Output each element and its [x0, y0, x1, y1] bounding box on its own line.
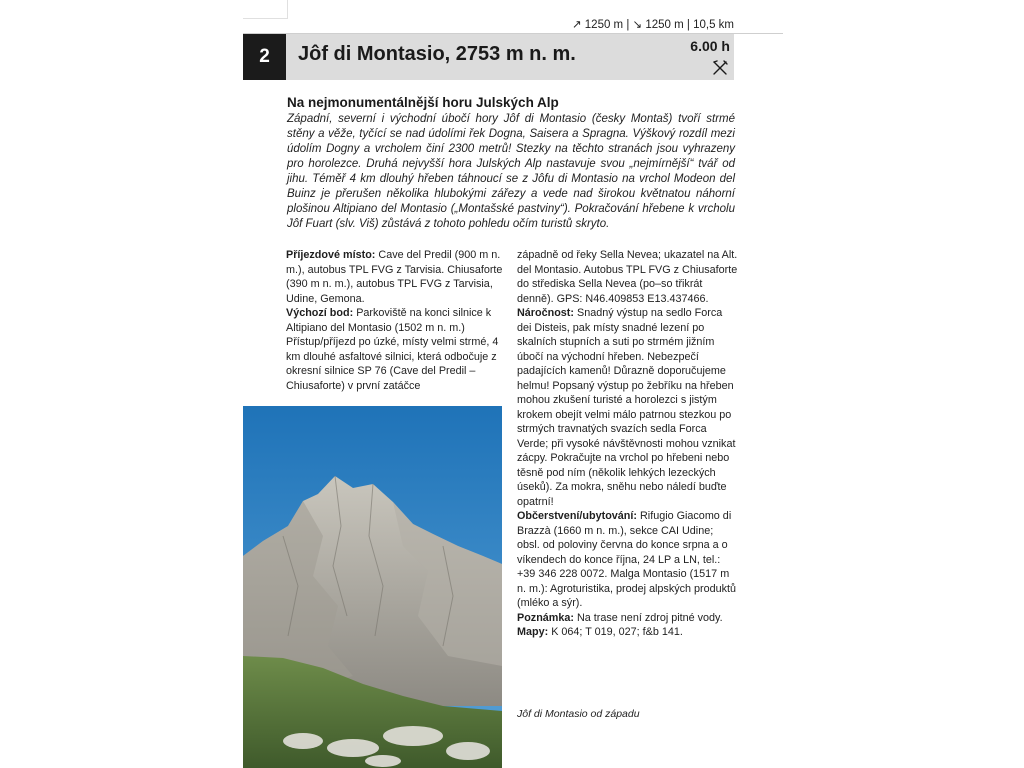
route-stats: ↗ 1250 m | ↘ 1250 m | 10,5 km [571, 19, 734, 31]
start-text-cont: západně od řeky Sella Nevea; ukazatel na Alt. del Montasio. Autobus TPL FVG z Chiusaforte do střediska Sella Nevea (po–so třikrát denně). GPS: N46.409853 E13.437466. [517, 249, 738, 305]
info-column-left [286, 248, 508, 393]
duration: 6.00 h [690, 38, 730, 54]
access-text: Cave del Predil (900 m n. m.), autobus TPL FVG z Tarvisia. Chiusaforte (390 m n. m.), autobus TPL FVG z Tarvisia, Udine, Gemona. [286, 249, 503, 305]
start-label: Výchozí bod: [286, 307, 354, 319]
intro-paragraph [287, 112, 735, 232]
note-label: Poznámka: [517, 611, 574, 624]
start-text: Parkoviště na konci silnice k Altipiano del Montasio (1502 m n. m.) Přístup/příjezd po úzké, místy velmi strmé, 4 km dlouhé asfaltové silnici, která odbočuje z okresní silnice SP 76 (Cave del Predil – Chiusaforte) v první zatáčce [286, 307, 499, 392]
intro-text: Západní, severní i východní úbočí hory Jôf di Montasio (česky Montaš) tvoří strmé stěny a věže, tyčící se nad údolími řek Dogna, Saisera a Spragna. Výškový rozdíl mezi údolím Dogny a vrcholem činí 2300 metrů! Stezky na těchto stranách jsou vyhrazeny pro horolezce. Druhá nejvyšší hora Julských Alp nastavuje svou „nejmírnější“ tvář od jihu. Téměř 4 km dlouhý hřeben táhnoucí se z Jôfu di Montasio na vrchol Modeon del Buinz je přerušen několika hlubokými zářezy a vede nad širokou květnatou náhorní plošinou Altipiano del Montasio („Montašské pastviny“). Pokračování hřebene k vrcholu Jôf Fuart (slv. Viš) zůstává z tohoto pohledu očím turistů skryto. [287, 113, 735, 230]
photo-caption: Jôf di Montasio od západu [517, 708, 640, 720]
route-number: 2 [243, 34, 286, 80]
start-info [286, 306, 508, 393]
note-info [517, 611, 739, 626]
access-info [286, 248, 508, 306]
info-column-right [517, 248, 739, 640]
section-subtitle: Na nejmonumentálnější horu Julských Alp [287, 95, 559, 110]
difficulty-label: Náročnost: [517, 307, 574, 319]
food-label: Občerstvení/ubytování: [517, 510, 637, 522]
note-text: Na trase není zdroj pitné vody. [577, 611, 723, 624]
access-label: Příjezdové místo: [286, 249, 376, 261]
food-text: Rifugio Giacomo di Brazzà (1660 m n. m.), sekce CAI Udine; obsl. od poloviny června do konce srpna a o víkendech do konce října, 24 LP a LN, tel.: +39 346 228 0072. Malga Montasio (1517 m n. m.): Agroturistika, prodej alpských produktů (mléko a sýr). [517, 510, 737, 609]
difficulty-info [517, 306, 739, 509]
fork-knife-icon [712, 60, 728, 76]
maps-info [517, 625, 739, 640]
food-info [517, 509, 739, 611]
maps-text: K 064; T 019, 027; f&b 141. [551, 626, 683, 638]
difficulty-text: Snadný výstup na sedlo Forca dei Disteis, pak místy snadné lezení po skalních stupních a suti po strmém jižním úbočí na východní hřeben. Nebezpečí padajících kamenů! Důrazně doporučujeme helmu! Popsaný výstup po žebříku na hřeben mohou zkušení turisté a horolezci s jistým krokem obejít velmi málo patrnou stezkou po strmých travnatých svazích sedla Forca Verde; při vysoké návštěvnosti mohou vznikat zácpy. Pokračujte na vrchol po hřebeni nebo těsně pod ním (několik lehkých lezeckých úseků). Za mokra, sněhu nebo náledí buďte opatrní! [517, 307, 736, 508]
mountain-photo [243, 406, 502, 768]
maps-label: Mapy: [517, 626, 549, 638]
route-title: Jôf di Montasio, 2753 m n. m. [298, 43, 576, 65]
corner-mark [243, 0, 288, 19]
